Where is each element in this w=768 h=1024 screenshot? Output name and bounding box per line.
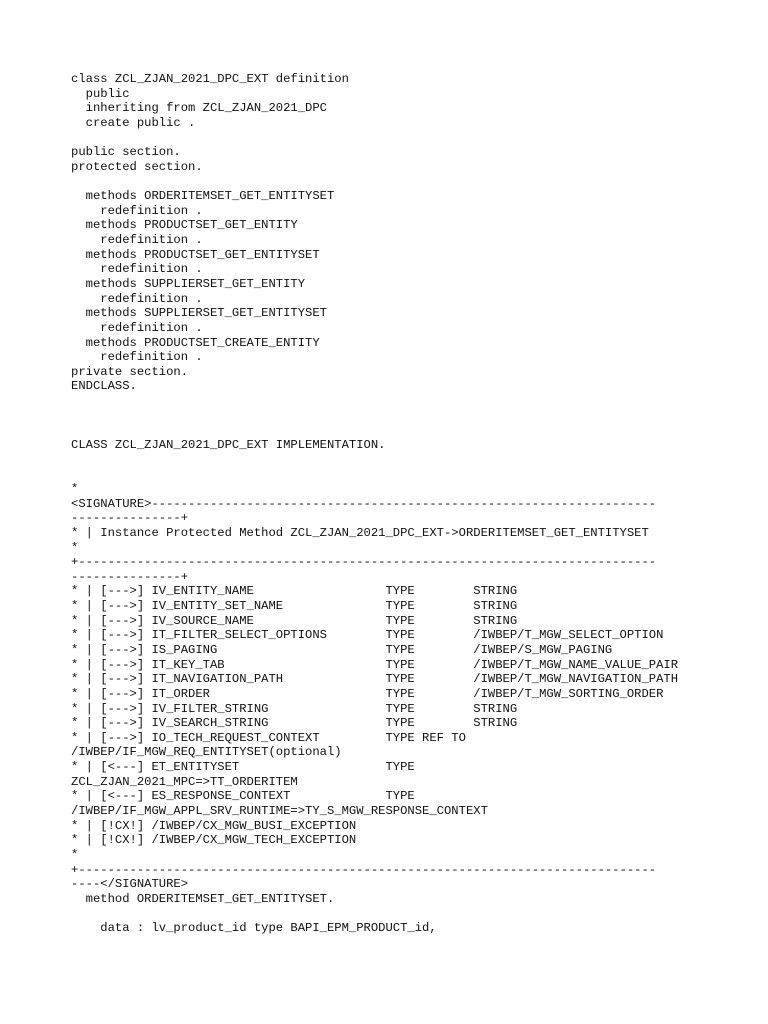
code-line: +------------------------------------------------------------------------------- bbox=[71, 555, 657, 570]
abap-source-code bbox=[71, 72, 711, 936]
code-line: * | [--->] IV_SOURCE_NAME TYPE STRING bbox=[71, 613, 518, 628]
code-line: methods SUPPLIERSET_GET_ENTITY bbox=[71, 276, 306, 291]
code-line: public section. bbox=[71, 145, 181, 160]
code-line: CLASS ZCL_ZJAN_2021_DPC_EXT IMPLEMENTATION. bbox=[71, 438, 386, 453]
code-line: * | [<---] ET_ENTITYSET TYPE bbox=[71, 760, 415, 775]
code-line: * | [--->] IT_FILTER_SELECT_OPTIONS TYPE /IWBEP/T_MGW_SELECT_OPTION bbox=[71, 628, 664, 643]
code-line: * | [--->] IT_ORDER TYPE /IWBEP/T_MGW_SORTING_ORDER bbox=[71, 686, 664, 701]
code-line bbox=[71, 453, 711, 468]
code-line bbox=[71, 131, 711, 146]
code-line: redefinition . bbox=[71, 203, 203, 218]
code-line: data : lv_product_id type BAPI_EPM_PRODUCT_id, bbox=[71, 921, 437, 936]
code-line: /IWBEP/IF_MGW_APPL_SRV_RUNTIME=>TY_S_MGW_RESPONSE_CONTEXT bbox=[71, 804, 488, 819]
code-line: protected section. bbox=[71, 159, 203, 174]
code-line: * bbox=[71, 481, 79, 496]
code-line: * | [--->] IS_PAGING TYPE /IWBEP/S_MGW_PAGING bbox=[71, 642, 613, 657]
code-line: * | [--->] IV_ENTITY_NAME TYPE STRING bbox=[71, 584, 518, 599]
code-line: create public . bbox=[71, 115, 196, 130]
code-line: * | [!CX!] /IWBEP/CX_MGW_TECH_EXCEPTION bbox=[71, 833, 357, 848]
code-line: * bbox=[71, 540, 79, 555]
code-line: * | [--->] IT_NAVIGATION_PATH TYPE /IWBEP/T_MGW_NAVIGATION_PATH bbox=[71, 672, 679, 687]
code-line: public bbox=[71, 86, 130, 101]
code-line: private section. bbox=[71, 364, 189, 379]
code-line: ---------------+ bbox=[71, 511, 189, 526]
code-line: * | [--->] IV_ENTITY_SET_NAME TYPE STRING bbox=[71, 599, 518, 614]
code-line bbox=[71, 423, 711, 438]
code-line: redefinition . bbox=[71, 233, 203, 248]
code-line: methods PRODUCTSET_CREATE_ENTITY bbox=[71, 335, 320, 350]
code-line: +------------------------------------------------------------------------------- bbox=[71, 862, 657, 877]
code-line: ----</SIGNATURE> bbox=[71, 877, 189, 892]
code-line bbox=[71, 394, 711, 409]
code-line: methods PRODUCTSET_GET_ENTITY bbox=[71, 218, 298, 233]
code-line: * | [<---] ES_RESPONSE_CONTEXT TYPE bbox=[71, 789, 415, 804]
code-line bbox=[71, 174, 711, 189]
code-line: /IWBEP/IF_MGW_REQ_ENTITYSET(optional) bbox=[71, 745, 342, 760]
code-line: * | [!CX!] /IWBEP/CX_MGW_BUSI_EXCEPTION bbox=[71, 818, 357, 833]
code-line: ---------------+ bbox=[71, 569, 189, 584]
code-line: * | [--->] IV_FILTER_STRING TYPE STRING bbox=[71, 701, 518, 716]
code-line: redefinition . bbox=[71, 291, 203, 306]
code-line: methods PRODUCTSET_GET_ENTITYSET bbox=[71, 247, 320, 262]
code-line bbox=[71, 409, 711, 424]
code-line: redefinition . bbox=[71, 320, 203, 335]
code-line: methods ORDERITEMSET_GET_ENTITYSET bbox=[71, 189, 335, 204]
code-line bbox=[71, 907, 711, 922]
code-line: method ORDERITEMSET_GET_ENTITYSET. bbox=[71, 891, 335, 906]
code-line: * bbox=[71, 847, 79, 862]
code-line: inheriting from ZCL_ZJAN_2021_DPC bbox=[71, 101, 327, 116]
code-line: <SIGNATURE>--------------------------------------------------------------------- bbox=[71, 496, 657, 511]
code-line: * | [--->] IV_SEARCH_STRING TYPE STRING bbox=[71, 716, 518, 731]
code-line: * | [--->] IO_TECH_REQUEST_CONTEXT TYPE REF TO bbox=[71, 730, 466, 745]
code-line: redefinition . bbox=[71, 262, 203, 277]
code-line bbox=[71, 467, 711, 482]
code-line: class ZCL_ZJAN_2021_DPC_EXT definition bbox=[71, 72, 349, 86]
code-line: * | [--->] IT_KEY_TAB TYPE /IWBEP/T_MGW_NAME_VALUE_PAIR bbox=[71, 657, 679, 672]
code-line: * | Instance Protected Method ZCL_ZJAN_2021_DPC_EXT->ORDERITEMSET_GET_ENTITYSET bbox=[71, 525, 649, 540]
code-line: redefinition . bbox=[71, 350, 203, 365]
code-line: ZCL_ZJAN_2021_MPC=>TT_ORDERITEM bbox=[71, 774, 298, 789]
code-line: ENDCLASS. bbox=[71, 379, 137, 394]
code-line: methods SUPPLIERSET_GET_ENTITYSET bbox=[71, 306, 327, 321]
